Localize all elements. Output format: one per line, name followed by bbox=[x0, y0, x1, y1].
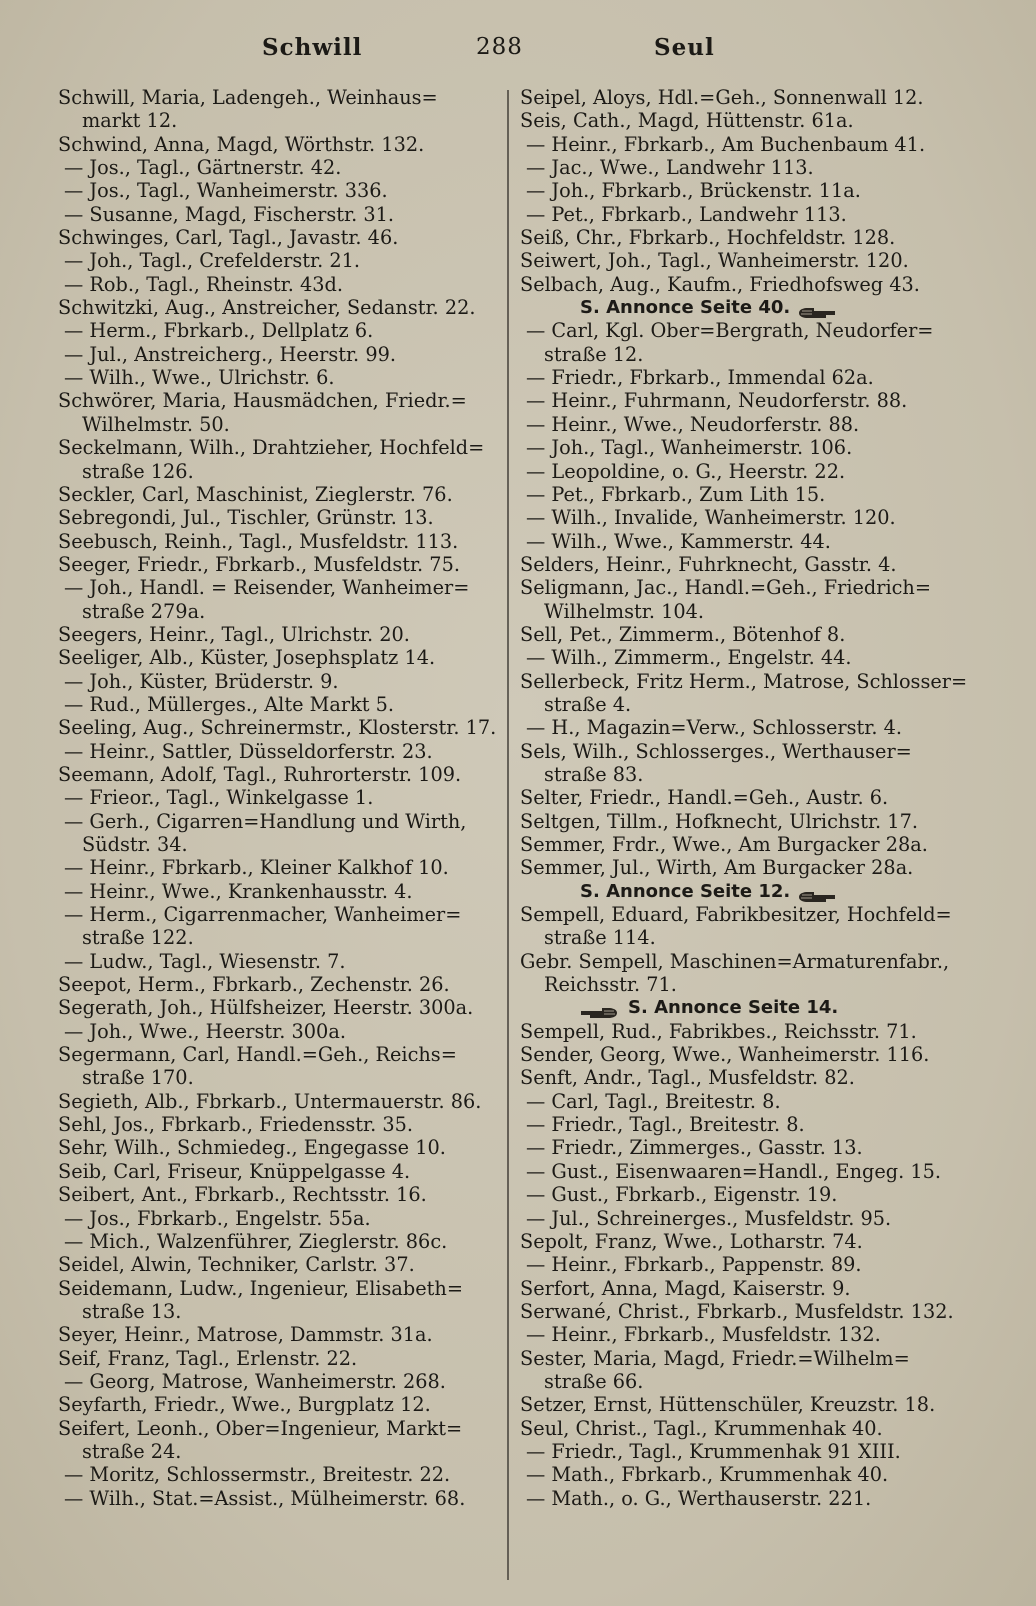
entry-text: Schwitzki, Aug., Anstreicher, Sedanstr. 22. bbox=[58, 296, 476, 320]
sub-entry bbox=[520, 156, 960, 179]
entry-text: straße 12. bbox=[544, 342, 644, 366]
directory-entry bbox=[58, 1253, 496, 1276]
sub-entry bbox=[58, 576, 496, 599]
directory-entry bbox=[58, 506, 496, 529]
sub-entry bbox=[520, 506, 960, 529]
sub-entry bbox=[58, 156, 496, 179]
directory-entry bbox=[58, 86, 496, 109]
entry-text: Seib, Carl, Friseur, Knüppelgasse 4. bbox=[58, 1159, 411, 1183]
entry-text: — Heinr., Sattler, Düsseldorferstr. 23. bbox=[64, 739, 433, 763]
entry-text: Sellerbeck, Fritz Herm., Matrose, Schlosser= bbox=[520, 669, 968, 693]
entry-text: Schwind, Anna, Magd, Wörthstr. 132. bbox=[58, 132, 425, 156]
directory-entry bbox=[520, 669, 968, 693]
sub-entry bbox=[58, 670, 496, 693]
entry-text: — H., Magazin=Verw., Schlosserstr. 4. bbox=[526, 716, 902, 740]
sub-entry bbox=[520, 389, 960, 412]
sub-entry bbox=[520, 646, 960, 669]
sub-entry bbox=[58, 950, 496, 973]
directory-entry bbox=[58, 1043, 496, 1066]
entry-continuation bbox=[58, 413, 496, 436]
entry-text: Semmer, Jul., Wirth, Am Burgacker 28a. bbox=[520, 856, 914, 880]
directory-entry bbox=[58, 1160, 496, 1183]
left-column bbox=[58, 86, 496, 1510]
sub-entry bbox=[58, 740, 496, 763]
sub-entry bbox=[520, 1183, 960, 1206]
sub-entry bbox=[520, 1113, 960, 1136]
entry-text: Seibert, Ant., Fbrkarb., Rechtsstr. 16. bbox=[58, 1183, 427, 1207]
entry-text: Seis, Cath., Magd, Hüttenstr. 61a. bbox=[520, 109, 854, 133]
entry-text: Sempell, Rud., Fabrikbes., Reichsstr. 71. bbox=[520, 1019, 917, 1043]
directory-entry bbox=[520, 950, 960, 973]
sub-entry bbox=[58, 903, 496, 926]
entry-text: — Frieor., Tagl., Winkelgasse 1. bbox=[64, 786, 374, 810]
entry-continuation bbox=[520, 1370, 960, 1393]
entry-text: — Rud., Müllerges., Alte Markt 5. bbox=[64, 692, 395, 716]
entry-text: Schwörer, Maria, Hausmädchen, Friedr.= bbox=[58, 389, 467, 413]
directory-entry bbox=[58, 623, 496, 646]
directory-entry bbox=[520, 1277, 960, 1300]
entry-text: Seidemann, Ludw., Ingenieur, Elisabeth= bbox=[58, 1276, 464, 1300]
sub-entry bbox=[58, 1020, 496, 1043]
entry-text: Senft, Andr., Tagl., Musfeldstr. 82. bbox=[520, 1066, 855, 1090]
entry-text: Seligmann, Jac., Handl.=Geh., Friedrich= bbox=[520, 576, 931, 600]
entry-text: Seckelmann, Wilh., Drahtzieher, Hochfeld= bbox=[58, 436, 485, 460]
directory-entry bbox=[520, 226, 960, 249]
sub-entry bbox=[520, 319, 960, 342]
sub-entry bbox=[58, 1230, 496, 1253]
sub-entry bbox=[58, 880, 496, 903]
entry-text: — Georg, Matrose, Wanheimerstr. 268. bbox=[64, 1369, 446, 1393]
entry-text: — Jos., Fbrkarb., Engelstr. 55a. bbox=[64, 1206, 371, 1230]
directory-entry bbox=[520, 833, 960, 856]
header-left-keyword: Schwill bbox=[262, 34, 363, 61]
sub-entry bbox=[58, 1463, 496, 1486]
entry-text: straße 279a. bbox=[82, 599, 206, 623]
entry-text: — Jul., Anstreicherg., Heerstr. 99. bbox=[64, 342, 396, 366]
entry-text: — Friedr., Fbrkarb., Immendal 62a. bbox=[526, 366, 874, 390]
directory-entry bbox=[520, 1043, 960, 1066]
entry-text: — Ludw., Tagl., Wiesenstr. 7. bbox=[64, 949, 346, 973]
entry-text: — Heinr., Fbrkarb., Am Buchenbaum 41. bbox=[526, 132, 926, 156]
entry-text: straße 170. bbox=[82, 1066, 194, 1090]
entry-continuation bbox=[58, 600, 496, 623]
entry-text: Gebr. Sempell, Maschinen=Armaturenfabr., bbox=[520, 949, 950, 973]
entry-text: — Pet., Fbrkarb., Landwehr 113. bbox=[526, 202, 847, 226]
directory-entry bbox=[58, 716, 496, 739]
entry-text: straße 114. bbox=[544, 926, 656, 950]
annonce-reference bbox=[520, 996, 960, 1019]
entry-text: Südstr. 34. bbox=[82, 833, 188, 856]
entry-text: — Joh., Tagl., Crefelderstr. 21. bbox=[64, 249, 361, 273]
sub-entry bbox=[58, 856, 496, 879]
entry-text: Segieth, Alb., Fbrkarb., Untermauerstr. 86. bbox=[58, 1089, 482, 1113]
entry-text: — Wilh., Wwe., Ulrichstr. 6. bbox=[64, 366, 335, 390]
entry-text: Seeger, Friedr., Fbrkarb., Musfeldstr. 75. bbox=[58, 552, 460, 576]
entry-continuation bbox=[520, 600, 960, 623]
entry-text: — Joh., Wwe., Heerstr. 300a. bbox=[64, 1019, 346, 1043]
entry-text: Seyfarth, Friedr., Wwe., Burgplatz 12. bbox=[58, 1393, 431, 1417]
entry-text: — Susanne, Magd, Fischerstr. 31. bbox=[64, 202, 395, 226]
pointing-hand-icon bbox=[798, 886, 836, 898]
entry-text: straße 4. bbox=[544, 692, 632, 716]
entry-text: Wilhelmstr. 50. bbox=[82, 412, 230, 436]
sub-entry bbox=[520, 530, 960, 553]
sub-entry bbox=[58, 249, 496, 272]
annonce-reference bbox=[520, 296, 960, 319]
directory-entry bbox=[520, 903, 960, 926]
entry-text: — Jos., Tagl., Gärtnerstr. 42. bbox=[64, 156, 342, 180]
directory-entry bbox=[520, 273, 960, 296]
entry-text: Reichsstr. 71. bbox=[544, 973, 677, 997]
sub-entry bbox=[520, 179, 960, 202]
sub-entry bbox=[58, 319, 496, 342]
directory-entry bbox=[58, 553, 496, 576]
entry-text: Sehr, Wilh., Schmiedeg., Engegasse 10. bbox=[58, 1136, 446, 1160]
entry-text: straße 126. bbox=[82, 459, 194, 483]
entry-text: Seifert, Leonh., Ober=Ingenieur, Markt= bbox=[58, 1416, 463, 1440]
sub-entry bbox=[520, 1463, 960, 1486]
entry-text: Semmer, Frdr., Wwe., Am Burgacker 28a. bbox=[520, 833, 928, 856]
entry-text: S. Annonce Seite 40. bbox=[580, 297, 791, 319]
directory-entry bbox=[520, 249, 960, 272]
entry-text: — Jul., Schreinerges., Musfeldstr. 95. bbox=[526, 1206, 892, 1230]
entry-text: Sester, Maria, Magd, Friedr.=Wilhelm= bbox=[520, 1346, 910, 1370]
entry-continuation bbox=[520, 693, 960, 716]
directory-entry bbox=[520, 86, 960, 109]
entry-text: S. Annonce Seite 14. bbox=[628, 997, 839, 1019]
directory-entry bbox=[520, 856, 960, 879]
entry-continuation bbox=[520, 973, 960, 996]
sub-entry bbox=[58, 1487, 496, 1510]
sub-entry bbox=[520, 1253, 960, 1276]
sub-entry bbox=[520, 203, 960, 226]
sub-entry bbox=[58, 273, 496, 296]
entry-text: Seeling, Aug., Schreinermstr., Klosterstr. 17. bbox=[58, 716, 497, 740]
entry-text: — Jac., Wwe., Landwehr 113. bbox=[526, 156, 814, 180]
sub-entry bbox=[520, 483, 960, 506]
directory-entry bbox=[520, 553, 960, 576]
entry-text: Seipel, Aloys, Hdl.=Geh., Sonnenwall 12. bbox=[520, 86, 924, 109]
directory-entry bbox=[58, 1347, 496, 1370]
entry-text: Sebregondi, Jul., Tischler, Grünstr. 13. bbox=[58, 506, 434, 530]
entry-text: — Wilh., Zimmerm., Engelstr. 44. bbox=[526, 646, 852, 670]
sub-entry bbox=[520, 366, 960, 389]
sub-entry bbox=[520, 1136, 960, 1159]
directory-entry bbox=[58, 1113, 496, 1136]
entry-text: — Heinr., Wwe., Krankenhausstr. 4. bbox=[64, 879, 413, 903]
entry-text: — Math., Fbrkarb., Krummenhak 40. bbox=[526, 1463, 889, 1487]
entry-text: Seyer, Heinr., Matrose, Dammstr. 31a. bbox=[58, 1323, 433, 1347]
entry-text: — Wilh., Invalide, Wanheimerstr. 120. bbox=[526, 506, 896, 530]
sub-entry bbox=[520, 1487, 960, 1510]
entry-text: — Friedr., Tagl., Breitestr. 8. bbox=[526, 1113, 805, 1137]
entry-text: Segermann, Carl, Handl.=Geh., Reichs= bbox=[58, 1043, 457, 1067]
entry-text: Selter, Friedr., Handl.=Geh., Austr. 6. bbox=[520, 786, 889, 810]
sub-entry bbox=[58, 179, 496, 202]
sub-entry bbox=[58, 203, 496, 226]
entry-text: Seepot, Herm., Fbrkarb., Zechenstr. 26. bbox=[58, 973, 450, 997]
entry-text: Schwill, Maria, Ladengeh., Weinhaus= bbox=[58, 86, 438, 109]
entry-text: — Wilh., Stat.=Assist., Mülheimerstr. 68. bbox=[64, 1486, 466, 1510]
entry-text: Seeliger, Alb., Küster, Josephsplatz 14. bbox=[58, 646, 436, 670]
directory-entry bbox=[58, 1393, 496, 1416]
entry-text: Selders, Heinr., Fuhrknecht, Gasstr. 4. bbox=[520, 552, 897, 576]
entry-text: Sehl, Jos., Fbrkarb., Friedensstr. 35. bbox=[58, 1113, 414, 1137]
directory-entry bbox=[58, 1183, 496, 1206]
directory-entry bbox=[58, 436, 496, 459]
entry-text: — Friedr., Zimmerges., Gasstr. 13. bbox=[526, 1136, 863, 1160]
entry-text: — Math., o. G., Werthauserstr. 221. bbox=[526, 1486, 872, 1510]
entry-text: Seemann, Adolf, Tagl., Ruhrorterstr. 109. bbox=[58, 762, 462, 786]
entry-text: — Pet., Fbrkarb., Zum Lith 15. bbox=[526, 482, 826, 506]
entry-text: Sell, Pet., Zimmerm., Bötenhof 8. bbox=[520, 622, 846, 646]
sub-entry bbox=[520, 1323, 960, 1346]
entry-text: — Joh., Küster, Brüderstr. 9. bbox=[64, 669, 339, 693]
sub-entry bbox=[58, 1370, 496, 1393]
sub-entry bbox=[58, 343, 496, 366]
entry-text: Segerath, Joh., Hülfsheizer, Heerstr. 300a. bbox=[58, 996, 474, 1020]
entry-text: Schwinges, Carl, Tagl., Javastr. 46. bbox=[58, 226, 399, 250]
entry-text: — Gerh., Cigarren=Handlung und Wirth, bbox=[64, 809, 467, 833]
sub-entry bbox=[58, 810, 496, 833]
entry-text: — Carl, Tagl., Breitestr. 8. bbox=[526, 1089, 781, 1113]
entry-text: — Joh., Tagl., Wanheimerstr. 106. bbox=[526, 436, 853, 460]
entry-text: Seebusch, Reinh., Tagl., Musfeldstr. 113. bbox=[58, 529, 459, 553]
sub-entry bbox=[58, 693, 496, 716]
directory-entry bbox=[58, 389, 496, 412]
entry-text: — Joh., Fbrkarb., Brückenstr. 11a. bbox=[526, 179, 861, 203]
directory-entry bbox=[58, 1277, 496, 1300]
entry-continuation bbox=[58, 1300, 496, 1323]
entry-text: — Joh., Handl. = Reisender, Wanheimer= bbox=[64, 576, 470, 600]
sub-entry bbox=[58, 366, 496, 389]
sub-entry bbox=[58, 786, 496, 809]
directory-entry bbox=[58, 1323, 496, 1346]
column-divider bbox=[507, 90, 509, 1580]
entry-text: straße 24. bbox=[82, 1439, 182, 1463]
entry-text: — Heinr., Fbrkarb., Musfeldstr. 132. bbox=[526, 1323, 881, 1347]
entry-text: — Mich., Walzenführer, Zieglerstr. 86c. bbox=[64, 1229, 448, 1253]
directory-entry bbox=[58, 1417, 496, 1440]
directory-entry bbox=[58, 530, 496, 553]
pointing-hand-icon bbox=[798, 302, 836, 314]
entry-continuation bbox=[58, 833, 496, 856]
page-header bbox=[0, 34, 1036, 70]
entry-text: — Moritz, Schlossermstr., Breitestr. 22. bbox=[64, 1463, 451, 1487]
directory-entry bbox=[58, 1136, 496, 1159]
directory-entry bbox=[520, 1300, 960, 1323]
header-right-keyword: Seul bbox=[654, 34, 715, 61]
directory-entry bbox=[58, 483, 496, 506]
entry-text: markt 12. bbox=[82, 109, 178, 133]
directory-entry bbox=[520, 786, 960, 809]
entry-text: Seidel, Alwin, Techniker, Carlstr. 37. bbox=[58, 1253, 415, 1277]
entry-text: Wilhelmstr. 104. bbox=[544, 599, 705, 623]
entry-text: straße 66. bbox=[544, 1369, 644, 1393]
entry-text: Seltgen, Tillm., Hofknecht, Ulrichstr. 17. bbox=[520, 809, 918, 833]
entry-continuation bbox=[520, 343, 960, 366]
entry-text: — Herm., Fbrkarb., Dellplatz 6. bbox=[64, 319, 374, 343]
sub-entry bbox=[520, 1207, 960, 1230]
directory-entry bbox=[520, 1393, 960, 1416]
entry-text: Serwané, Christ., Fbrkarb., Musfeldstr. 132. bbox=[520, 1299, 954, 1323]
entry-text: — Heinr., Wwe., Neudorferstr. 88. bbox=[526, 412, 860, 436]
entry-text: S. Annonce Seite 12. bbox=[580, 880, 791, 902]
sub-entry bbox=[520, 436, 960, 459]
directory-entry bbox=[58, 763, 496, 786]
entry-text: — Herm., Cigarrenmacher, Wanheimer= bbox=[64, 903, 462, 927]
directory-entry bbox=[58, 996, 496, 1019]
entry-text: Seul, Christ., Tagl., Krummenhak 40. bbox=[520, 1416, 883, 1440]
entry-text: Seiwert, Joh., Tagl., Wanheimerstr. 120. bbox=[520, 249, 909, 273]
entry-continuation bbox=[58, 1440, 496, 1463]
sub-entry bbox=[58, 1207, 496, 1230]
directory-entry bbox=[520, 576, 960, 599]
directory-entry bbox=[520, 1020, 960, 1043]
entry-text: — Gust., Eisenwaaren=Handl., Engeg. 15. bbox=[526, 1159, 942, 1183]
entry-continuation bbox=[520, 926, 960, 949]
entry-text: Sels, Wilh., Schlosserges., Werthauser= bbox=[520, 739, 912, 763]
page-number: 288 bbox=[476, 34, 523, 60]
entry-continuation bbox=[520, 763, 960, 786]
directory-entry bbox=[58, 226, 496, 249]
entry-text: — Heinr., Fbrkarb., Pappenstr. 89. bbox=[526, 1253, 862, 1277]
sub-entry bbox=[520, 1090, 960, 1113]
entry-text: straße 13. bbox=[82, 1299, 182, 1323]
directory-entry bbox=[58, 1090, 496, 1113]
entry-text: — Jos., Tagl., Wanheimerstr. 336. bbox=[64, 179, 388, 203]
entry-text: Serfort, Anna, Magd, Kaiserstr. 9. bbox=[520, 1276, 851, 1300]
sub-entry bbox=[520, 413, 960, 436]
directory-entry bbox=[58, 646, 496, 669]
directory-entry bbox=[520, 1417, 960, 1440]
entry-continuation bbox=[58, 109, 496, 132]
directory-entry bbox=[520, 810, 960, 833]
directory-entry bbox=[520, 1347, 960, 1370]
entry-text: Sepolt, Franz, Wwe., Lotharstr. 74. bbox=[520, 1229, 863, 1253]
entry-text: — Gust., Fbrkarb., Eigenstr. 19. bbox=[526, 1183, 838, 1207]
directory-entry bbox=[520, 623, 960, 646]
directory-entry bbox=[58, 296, 496, 319]
entry-text: Sempell, Eduard, Fabrikbesitzer, Hochfeld= bbox=[520, 903, 952, 927]
sub-entry bbox=[520, 1160, 960, 1183]
entry-text: Setzer, Ernst, Hüttenschüler, Kreuzstr. 18. bbox=[520, 1393, 936, 1417]
directory-entry bbox=[58, 133, 496, 156]
entry-continuation bbox=[58, 926, 496, 949]
entry-text: — Rob., Tagl., Rheinstr. 43d. bbox=[64, 272, 343, 296]
entry-text: — Friedr., Tagl., Krummenhak 91 XIII. bbox=[526, 1439, 901, 1463]
entry-text: Sender, Georg, Wwe., Wanheimerstr. 116. bbox=[520, 1043, 930, 1067]
entry-text: — Heinr., Fbrkarb., Kleiner Kalkhof 10. bbox=[64, 856, 449, 880]
directory-entry bbox=[520, 109, 960, 132]
entry-continuation bbox=[58, 1066, 496, 1089]
directory-entry bbox=[520, 1066, 960, 1089]
entry-text: Seegers, Heinr., Tagl., Ulrichstr. 20. bbox=[58, 622, 410, 646]
annonce-reference bbox=[520, 880, 960, 903]
entry-text: Seiß, Chr., Fbrkarb., Hochfeldstr. 128. bbox=[520, 226, 896, 250]
entry-text: — Heinr., Fuhrmann, Neudorferstr. 88. bbox=[526, 389, 908, 413]
entry-continuation bbox=[58, 460, 496, 483]
entry-text: Selbach, Aug., Kaufm., Friedhofsweg 43. bbox=[520, 272, 920, 296]
entry-text: — Carl, Kgl. Ober=Bergrath, Neudorfer= bbox=[526, 319, 934, 343]
sub-entry bbox=[520, 1440, 960, 1463]
entry-text: Seckler, Carl, Maschinist, Zieglerstr. 76. bbox=[58, 482, 453, 506]
entry-text: straße 122. bbox=[82, 926, 194, 950]
entry-text: — Wilh., Wwe., Kammerstr. 44. bbox=[526, 529, 831, 553]
entry-text: straße 83. bbox=[544, 762, 644, 786]
directory-entry bbox=[520, 740, 960, 763]
pointing-hand-icon bbox=[580, 1002, 618, 1014]
sub-entry bbox=[520, 716, 960, 739]
sub-entry bbox=[520, 133, 960, 156]
right-column bbox=[520, 86, 968, 1510]
entry-text: — Leopoldine, o. G., Heerstr. 22. bbox=[526, 459, 846, 483]
directory-entry bbox=[58, 973, 496, 996]
sub-entry bbox=[520, 460, 960, 483]
entry-text: Seif, Franz, Tagl., Erlenstr. 22. bbox=[58, 1346, 358, 1370]
directory-entry bbox=[520, 1230, 960, 1253]
